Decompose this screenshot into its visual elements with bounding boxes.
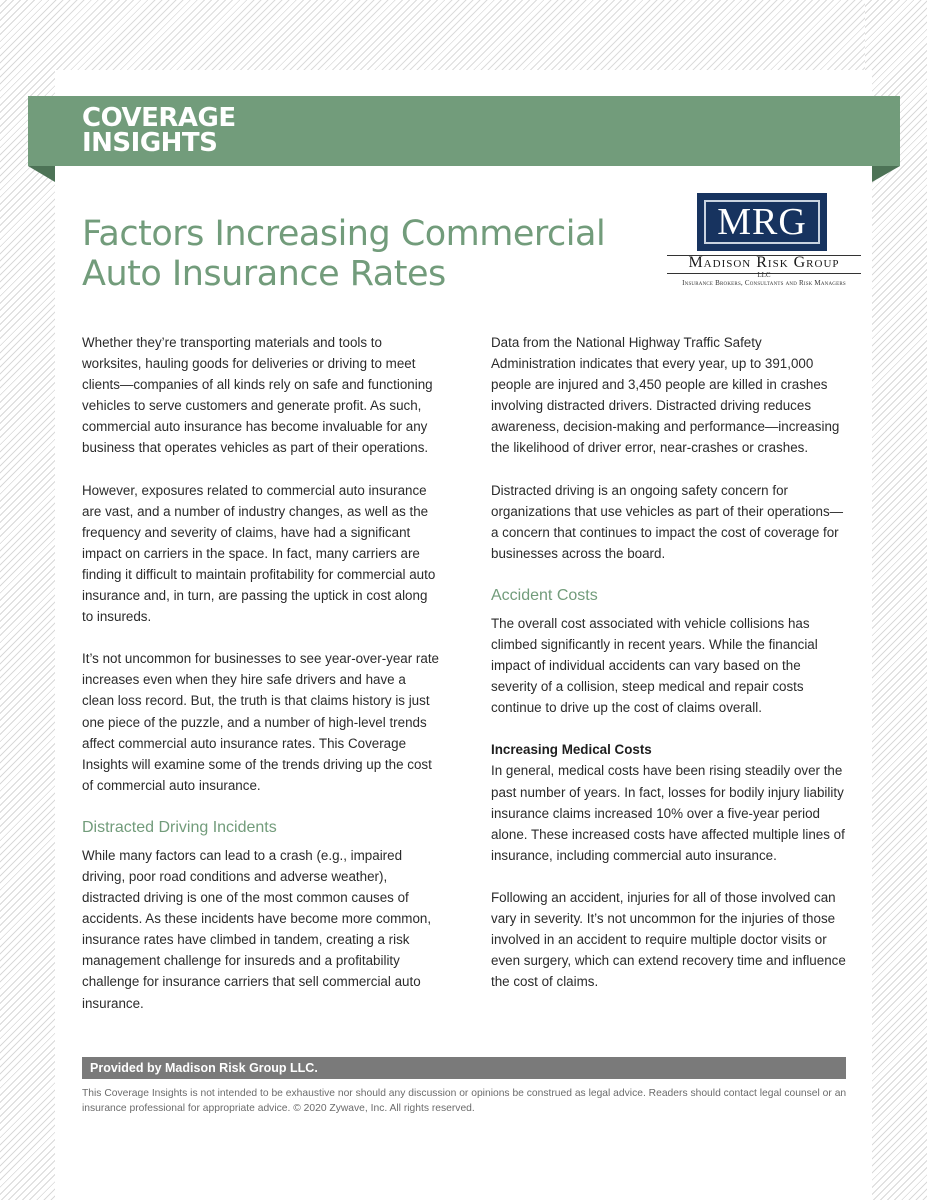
left-paragraph-3: It’s not uncommon for businesses to see year-over-year rate increases even when they hire safe drivers and have a clean loss record. But, the truth is that claims history is just one piece of the puzzle, and a number of high-level trends affect commercial auto insurance rates. This Coverage Insights will examine some of the trends driving up the cost of commercial auto insurance. <box>82 651 440 793</box>
banner-fold-right <box>872 166 900 182</box>
banner-title-line1: COVERAGE <box>82 103 236 133</box>
banner-title-line2: INSIGHTS <box>82 128 218 158</box>
right-paragraph-1: Data from the National Highway Traffic Safety Administration indicates that every year, up to 391,000 people are injured and 3,450 people are killed in crashes involving distracted drivers. Distracted driving reduces awareness, decision-making and performance—increasing the likelihood of driver error, near-crashes or crashes. <box>491 335 840 456</box>
provided-by-bar: Provided by Madison Risk Group LLC. <box>82 1057 846 1079</box>
banner-fold-left <box>28 166 55 182</box>
left-column <box>82 332 439 1035</box>
document-title: Factors Increasing Commercial Auto Insurance Rates <box>82 214 606 294</box>
background-stripes-top <box>0 0 927 70</box>
left-paragraph-4: While many factors can lead to a crash (e.g., impaired driving, poor road conditions and adverse weather), distracted driving is one of the most common causes of accidents. As these incidents have become more common, insurance rates have climbed in tandem, creating a risk management challenge for insureds and a profitability challenge for insurance carriers that sell commercial auto insurance. <box>82 847 432 1011</box>
heading-accident-costs: Accident Costs <box>491 586 598 604</box>
right-paragraph-5: Following an accident, injuries for all of those involved can vary in severity. It’s not uncommon for the injuries of those involved in an accident to require multiple doctor visits or even surgery, which can extend recovery time and influence the cost of claims. <box>491 889 846 990</box>
banner-title <box>82 103 236 158</box>
company-logo <box>665 193 863 293</box>
legal-disclaimer: This Coverage Insights is not intended to be exhaustive nor should any discussion or opinions be construed as legal advice. Readers should contact legal counsel or an insurance professional for appropriate advice. © 2020 Zywave, Inc. All rights reserved. <box>82 1088 847 1114</box>
right-column <box>491 332 848 1013</box>
right-paragraph-2: Distracted driving is an ongoing safety concern for organizations that use vehicles as part of their operations—a concern that continues to impact the cost of coverage for businesses across the board. <box>491 482 844 561</box>
left-paragraph-2: However, exposures related to commercial auto insurance are vast, and a number of industry changes, as well as the frequency and severity of claims, have had a significant impact on carriers in the space. In fact, many carriers are finding it difficult to maintain profitability for commercial auto insurance and, in turn, are passing the uptick in cost along to insureds. <box>82 482 436 625</box>
logo-emblem-inner <box>704 200 820 244</box>
logo-tagline: Insurance Brokers, Consultants and Risk Managers <box>682 279 846 287</box>
logo-emblem <box>697 193 827 251</box>
right-paragraph-3: The overall cost associated with vehicle collisions has climbed significantly in recent years. While the financial impact of individual accidents can vary based on the severity of a collision, steep medical and repair costs continue to drive up the cost of claims overall. <box>491 615 818 716</box>
logo-llc: LLC <box>757 271 771 279</box>
heading-increasing-medical-costs: Increasing Medical Costs <box>491 742 652 758</box>
left-paragraph-1: Whether they’re transporting materials and tools to worksites, hauling goods for deliveries or driving to meet clients—companies of all kinds rely on safe and functioning vehicles to serve customers and generate profit. As such, commercial auto insurance has become invaluable for any business that operates vehicles as part of their operations. <box>82 335 433 456</box>
logo-company-name: Madison Risk Group <box>688 254 840 271</box>
logo-letters: MRG <box>717 201 807 243</box>
right-paragraph-4: In general, medical costs have been rising steadily over the past number of years. In fact, losses for bodily injury liability insurance claims increased 10% over a five-year period alone. These increased costs have affected multiple lines of insurance, including commercial auto insurance. <box>491 763 845 863</box>
heading-distracted-driving: Distracted Driving Incidents <box>82 818 277 836</box>
